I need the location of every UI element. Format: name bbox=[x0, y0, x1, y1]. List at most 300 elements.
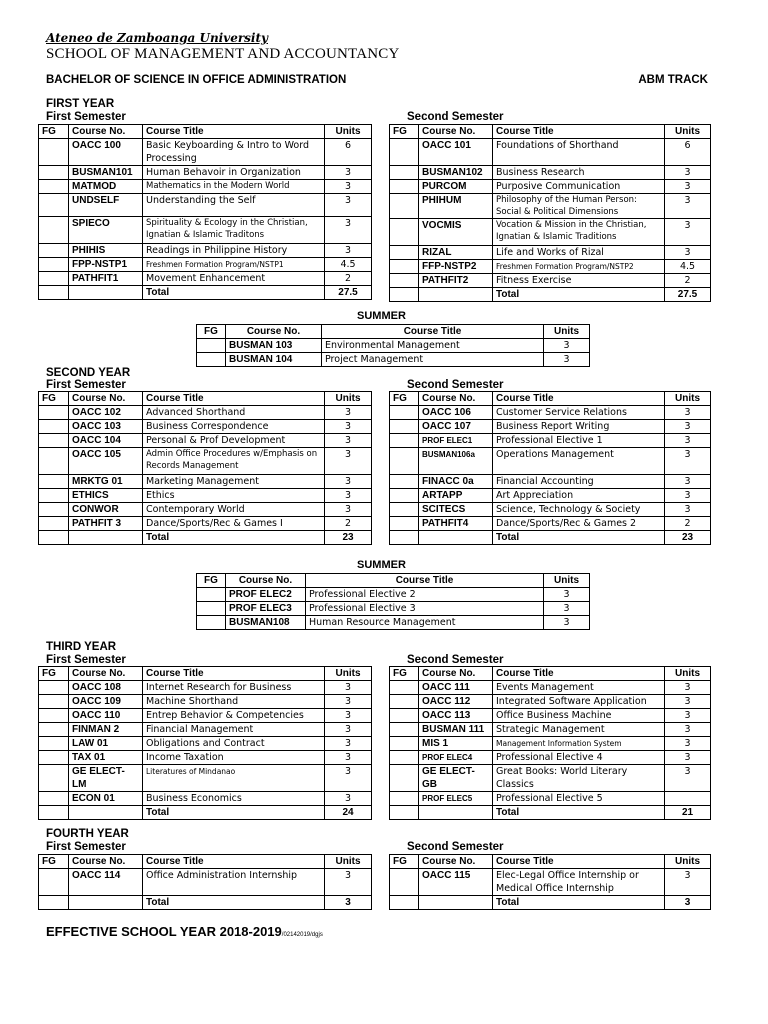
units-cell: 3 bbox=[665, 448, 711, 475]
course-title-cell: Elec-Legal Office Internship or Medical Office Internship bbox=[493, 869, 665, 896]
table-row bbox=[39, 517, 372, 531]
program-title: BACHELOR OF SCIENCE IN OFFICE ADMINISTRATION bbox=[46, 74, 347, 86]
units-cell: 3 bbox=[665, 709, 711, 723]
units-cell: 3 bbox=[665, 503, 711, 517]
table-row bbox=[390, 475, 711, 489]
course-no-cell: GE ELECT-GB bbox=[419, 765, 493, 792]
course-no-cell: PROF ELEC4 bbox=[419, 751, 493, 765]
school-name: SCHOOL OF MANAGEMENT AND ACCOUNTANCY bbox=[46, 46, 400, 62]
course-title-cell: Spirituality & Ecology in the Christian, Ignatian & Islamic Traditons bbox=[143, 217, 325, 244]
course-no-cell: UNDSELF bbox=[69, 194, 143, 217]
table-row bbox=[39, 448, 372, 475]
table-row bbox=[39, 258, 372, 272]
course-title-cell: Professional Elective 5 bbox=[493, 792, 665, 806]
column-header-course-no: Course No. bbox=[419, 855, 493, 869]
total-row bbox=[390, 288, 711, 302]
course-table-y4-s1 bbox=[38, 854, 372, 910]
column-header-fg: FG bbox=[39, 855, 69, 869]
course-no-cell: OACC 101 bbox=[419, 139, 493, 166]
units-cell: 3 bbox=[544, 353, 590, 367]
total-row bbox=[39, 806, 372, 820]
table-row bbox=[390, 219, 711, 246]
fg-cell bbox=[39, 180, 69, 194]
course-title-cell: Freshmen Formation Program/NSTP2 bbox=[493, 260, 665, 274]
table-row bbox=[390, 792, 711, 806]
units-cell: 3 bbox=[665, 194, 711, 219]
total-units: 3 bbox=[325, 896, 372, 910]
table-row bbox=[197, 616, 590, 630]
course-title-cell: Ethics bbox=[143, 489, 325, 503]
course-title-cell: Understanding the Self bbox=[143, 194, 325, 217]
table-header-row bbox=[390, 667, 711, 681]
column-header-units: Units bbox=[665, 855, 711, 869]
units-cell: 2 bbox=[665, 517, 711, 531]
fg-cell bbox=[39, 139, 69, 166]
units-cell: 4.5 bbox=[325, 258, 372, 272]
total-label: Total bbox=[493, 896, 665, 910]
table-row bbox=[390, 489, 711, 503]
fg-cell bbox=[39, 194, 69, 217]
units-cell: 3 bbox=[544, 339, 590, 353]
course-title-cell: Movement Enhancement bbox=[143, 272, 325, 286]
course-title-cell: Dance/Sports/Rec & Games 2 bbox=[493, 517, 665, 531]
course-no-cell: BUSMAN106a bbox=[419, 448, 493, 475]
table-row bbox=[390, 406, 711, 420]
course-title-cell: Project Management bbox=[322, 353, 544, 367]
table-row bbox=[390, 260, 711, 274]
course-no-cell: FINACC 0a bbox=[419, 475, 493, 489]
column-header-course-title: Course Title bbox=[143, 125, 325, 139]
table-header-row bbox=[197, 325, 590, 339]
course-title-cell: Financial Accounting bbox=[493, 475, 665, 489]
table-row bbox=[39, 272, 372, 286]
table-row bbox=[390, 139, 711, 166]
column-header-course-title: Course Title bbox=[143, 667, 325, 681]
table-row bbox=[390, 274, 711, 288]
course-title-cell: Contemporary World bbox=[143, 503, 325, 517]
table-row bbox=[39, 695, 372, 709]
course-no-cell: PROF ELEC1 bbox=[419, 434, 493, 448]
course-no-cell: PHIHIS bbox=[69, 244, 143, 258]
column-header-units: Units bbox=[665, 392, 711, 406]
units-cell: 3 bbox=[325, 194, 372, 217]
units-cell: 3 bbox=[665, 695, 711, 709]
total-units: 27.5 bbox=[665, 288, 711, 302]
table-row bbox=[39, 723, 372, 737]
track-label: ABM TRACK bbox=[638, 74, 708, 86]
course-no-cell: PATHFIT2 bbox=[419, 274, 493, 288]
effective-year-text: EFFECTIVE SCHOOL YEAR 2018-2019 bbox=[46, 924, 282, 939]
total-units: 24 bbox=[325, 806, 372, 820]
units-cell: 3 bbox=[325, 695, 372, 709]
year-title: SECOND YEAR bbox=[46, 367, 131, 379]
semester-title: Second Semester bbox=[407, 111, 504, 123]
total-label: Total bbox=[143, 896, 325, 910]
units-cell: 6 bbox=[325, 139, 372, 166]
column-header-fg: FG bbox=[39, 392, 69, 406]
units-cell: 3 bbox=[325, 475, 372, 489]
course-no-cell: BUSMAN102 bbox=[419, 166, 493, 180]
table-row bbox=[39, 420, 372, 434]
total-row bbox=[39, 286, 372, 300]
course-title-cell: Foundations of Shorthand bbox=[493, 139, 665, 166]
column-header-course-no: Course No. bbox=[69, 667, 143, 681]
course-no-cell: ECON 01 bbox=[69, 792, 143, 806]
total-row bbox=[390, 806, 711, 820]
course-title-cell: Freshmen Formation Program/NSTP1 bbox=[143, 258, 325, 272]
course-no-cell: OACC 115 bbox=[419, 869, 493, 896]
course-title-cell: Operations Management bbox=[493, 448, 665, 475]
table-row bbox=[39, 434, 372, 448]
course-title-cell: Professional Elective 2 bbox=[306, 588, 544, 602]
units-cell bbox=[665, 792, 711, 806]
course-no-cell: BUSMAN 111 bbox=[419, 723, 493, 737]
units-cell: 3 bbox=[325, 434, 372, 448]
column-header-course-no: Course No. bbox=[226, 574, 306, 588]
effective-year bbox=[46, 924, 323, 939]
course-title-cell: Fitness Exercise bbox=[493, 274, 665, 288]
column-header-fg: FG bbox=[39, 125, 69, 139]
semester-title: Second Semester bbox=[407, 654, 504, 666]
column-header-course-title: Course Title bbox=[322, 325, 544, 339]
total-label: Total bbox=[143, 806, 325, 820]
column-header-course-no: Course No. bbox=[226, 325, 322, 339]
units-cell: 3 bbox=[325, 792, 372, 806]
course-no-cell: PROF ELEC2 bbox=[226, 588, 306, 602]
table-row bbox=[39, 475, 372, 489]
course-title-cell: Marketing Management bbox=[143, 475, 325, 489]
column-header-course-title: Course Title bbox=[493, 855, 665, 869]
course-no-cell: OACC 107 bbox=[419, 420, 493, 434]
course-no-cell: OACC 108 bbox=[69, 681, 143, 695]
course-no-cell: LAW 01 bbox=[69, 737, 143, 751]
table-header-row bbox=[39, 855, 372, 869]
course-title-cell: Professional Elective 1 bbox=[493, 434, 665, 448]
course-no-cell: PATHFIT 3 bbox=[69, 517, 143, 531]
table-row bbox=[197, 339, 590, 353]
course-no-cell: OACC 103 bbox=[69, 420, 143, 434]
table-row bbox=[390, 517, 711, 531]
semester-title: First Semester bbox=[46, 841, 126, 853]
course-no-cell: FFP-NSTP2 bbox=[419, 260, 493, 274]
table-row bbox=[197, 588, 590, 602]
column-header-course-title: Course Title bbox=[493, 125, 665, 139]
units-cell: 3 bbox=[665, 737, 711, 751]
units-cell: 3 bbox=[325, 489, 372, 503]
units-cell: 3 bbox=[665, 765, 711, 792]
table-row bbox=[39, 489, 372, 503]
units-cell: 3 bbox=[665, 180, 711, 194]
table-row bbox=[390, 166, 711, 180]
course-title-cell: Basic Keyboarding & Intro to Word Processing bbox=[143, 139, 325, 166]
course-title-cell: Professional Elective 4 bbox=[493, 751, 665, 765]
units-cell: 3 bbox=[325, 723, 372, 737]
units-cell: 3 bbox=[325, 244, 372, 258]
units-cell: 3 bbox=[665, 475, 711, 489]
table-row bbox=[39, 406, 372, 420]
units-cell: 3 bbox=[325, 503, 372, 517]
column-header-units: Units bbox=[544, 574, 590, 588]
course-table-y1-s2 bbox=[389, 124, 711, 302]
course-no-cell: BUSMAN101 bbox=[69, 166, 143, 180]
total-row bbox=[390, 531, 711, 545]
course-title-cell: Business Report Writing bbox=[493, 420, 665, 434]
table-row bbox=[390, 709, 711, 723]
fg-cell bbox=[39, 217, 69, 244]
total-row bbox=[390, 896, 711, 910]
units-cell: 3 bbox=[665, 751, 711, 765]
table-row bbox=[39, 709, 372, 723]
column-header-course-title: Course Title bbox=[143, 855, 325, 869]
column-header-course-no: Course No. bbox=[419, 667, 493, 681]
course-title-cell: Entrep Behavior & Competencies bbox=[143, 709, 325, 723]
course-title-cell: Office Administration Internship bbox=[143, 869, 325, 896]
column-header-units: Units bbox=[665, 667, 711, 681]
table-row bbox=[39, 869, 372, 896]
total-units: 21 bbox=[665, 806, 711, 820]
units-cell: 3 bbox=[544, 602, 590, 616]
university-name: Ateneo de Zamboanga University bbox=[46, 31, 268, 45]
year-title: FIRST YEAR bbox=[46, 98, 115, 110]
table-row bbox=[39, 194, 372, 217]
course-title-cell: Science, Technology & Society bbox=[493, 503, 665, 517]
column-header-course-no: Course No. bbox=[69, 392, 143, 406]
total-label: Total bbox=[143, 286, 325, 300]
table-row bbox=[39, 681, 372, 695]
course-title-cell: Customer Service Relations bbox=[493, 406, 665, 420]
total-label: Total bbox=[493, 531, 665, 545]
table-row bbox=[390, 765, 711, 792]
total-row bbox=[39, 531, 372, 545]
table-row bbox=[390, 681, 711, 695]
column-header-fg: FG bbox=[39, 667, 69, 681]
table-row bbox=[39, 792, 372, 806]
total-units: 3 bbox=[665, 896, 711, 910]
year-title: FOURTH YEAR bbox=[46, 828, 129, 840]
semester-title: First Semester bbox=[46, 111, 126, 123]
course-no-cell: OACC 110 bbox=[69, 709, 143, 723]
units-cell: 3 bbox=[325, 420, 372, 434]
column-header-course-title: Course Title bbox=[306, 574, 544, 588]
fg-cell bbox=[39, 244, 69, 258]
table-row bbox=[39, 180, 372, 194]
course-title-cell: Professional Elective 3 bbox=[306, 602, 544, 616]
course-title-cell: Integrated Software Application bbox=[493, 695, 665, 709]
table-header-row bbox=[197, 574, 590, 588]
units-cell: 3 bbox=[665, 246, 711, 260]
course-no-cell: TAX 01 bbox=[69, 751, 143, 765]
units-cell: 4.5 bbox=[665, 260, 711, 274]
course-no-cell: OACC 100 bbox=[69, 139, 143, 166]
total-label: Total bbox=[143, 531, 325, 545]
course-no-cell: RIZAL bbox=[419, 246, 493, 260]
fg-cell bbox=[39, 166, 69, 180]
course-title-cell: Dance/Sports/Rec & Games I bbox=[143, 517, 325, 531]
column-header-units: Units bbox=[325, 392, 372, 406]
course-no-cell: FINMAN 2 bbox=[69, 723, 143, 737]
course-title-cell: Events Management bbox=[493, 681, 665, 695]
course-no-cell: MRKTG 01 bbox=[69, 475, 143, 489]
units-cell: 3 bbox=[665, 406, 711, 420]
course-no-cell: MATMOD bbox=[69, 180, 143, 194]
table-row bbox=[390, 503, 711, 517]
course-no-cell: OACC 114 bbox=[69, 869, 143, 896]
column-header-fg: FG bbox=[197, 325, 226, 339]
table-header-row bbox=[390, 392, 711, 406]
summer-title: SUMMER bbox=[357, 559, 406, 571]
table-row bbox=[390, 723, 711, 737]
course-title-cell: Readings in Philippine History bbox=[143, 244, 325, 258]
course-title-cell: Internet Research for Business bbox=[143, 681, 325, 695]
total-row bbox=[39, 896, 372, 910]
column-header-units: Units bbox=[325, 125, 372, 139]
units-cell: 3 bbox=[544, 588, 590, 602]
course-no-cell: OACC 106 bbox=[419, 406, 493, 420]
year-title: THIRD YEAR bbox=[46, 641, 117, 653]
table-row bbox=[390, 751, 711, 765]
course-no-cell: FPP-NSTP1 bbox=[69, 258, 143, 272]
units-cell: 3 bbox=[665, 219, 711, 246]
units-cell: 3 bbox=[665, 420, 711, 434]
course-title-cell: Literatures of Mindanao bbox=[143, 765, 325, 792]
column-header-course-title: Course Title bbox=[493, 392, 665, 406]
summer-table-y1 bbox=[196, 324, 590, 367]
units-cell: 3 bbox=[325, 765, 372, 792]
table-row bbox=[39, 166, 372, 180]
course-no-cell: BUSMAN 104 bbox=[226, 353, 322, 367]
course-no-cell: ETHICS bbox=[69, 489, 143, 503]
table-header-row bbox=[39, 667, 372, 681]
units-cell: 3 bbox=[665, 434, 711, 448]
course-title-cell: Machine Shorthand bbox=[143, 695, 325, 709]
table-row bbox=[39, 751, 372, 765]
column-header-course-no: Course No. bbox=[69, 125, 143, 139]
column-header-course-no: Course No. bbox=[419, 392, 493, 406]
course-title-cell: Strategic Management bbox=[493, 723, 665, 737]
semester-title: Second Semester bbox=[407, 379, 504, 391]
course-no-cell: PATHFIT1 bbox=[69, 272, 143, 286]
units-cell: 2 bbox=[325, 272, 372, 286]
units-cell: 3 bbox=[325, 217, 372, 244]
column-header-course-no: Course No. bbox=[419, 125, 493, 139]
total-label: Total bbox=[493, 288, 665, 302]
units-cell: 3 bbox=[325, 448, 372, 475]
course-no-cell: GE ELECT-LM bbox=[69, 765, 143, 792]
column-header-fg: FG bbox=[197, 574, 226, 588]
units-cell: 3 bbox=[325, 751, 372, 765]
table-row bbox=[390, 420, 711, 434]
units-cell: 3 bbox=[325, 180, 372, 194]
course-title-cell: Income Taxation bbox=[143, 751, 325, 765]
course-no-cell: OACC 104 bbox=[69, 434, 143, 448]
course-table-y3-s1 bbox=[38, 666, 372, 820]
column-header-units: Units bbox=[325, 667, 372, 681]
table-header-row bbox=[390, 855, 711, 869]
units-cell: 3 bbox=[325, 166, 372, 180]
document-code: /02142019/dgjs bbox=[281, 932, 323, 938]
column-header-fg: FG bbox=[390, 392, 419, 406]
units-cell: 2 bbox=[665, 274, 711, 288]
semester-title: First Semester bbox=[46, 654, 126, 666]
course-title-cell: Great Books: World Literary Classics bbox=[493, 765, 665, 792]
course-title-cell: Life and Works of Rizal bbox=[493, 246, 665, 260]
course-no-cell: OACC 111 bbox=[419, 681, 493, 695]
course-no-cell: PROF ELEC3 bbox=[226, 602, 306, 616]
course-title-cell: Vocation & Mission in the Christian, Ignatian & Islamic Traditions bbox=[493, 219, 665, 246]
column-header-units: Units bbox=[665, 125, 711, 139]
units-cell: 3 bbox=[665, 681, 711, 695]
summer-table-y2 bbox=[196, 573, 590, 630]
course-title-cell: Environmental Management bbox=[322, 339, 544, 353]
fg-cell bbox=[39, 272, 69, 286]
units-cell: 3 bbox=[665, 489, 711, 503]
table-row bbox=[390, 869, 711, 896]
units-cell: 3 bbox=[325, 406, 372, 420]
table-row bbox=[390, 246, 711, 260]
semester-title: First Semester bbox=[46, 379, 126, 391]
course-no-cell: OACC 109 bbox=[69, 695, 143, 709]
table-row bbox=[39, 139, 372, 166]
course-table-y1-s1 bbox=[38, 124, 372, 300]
course-table-y2-s2 bbox=[389, 391, 711, 545]
column-header-units: Units bbox=[325, 855, 372, 869]
course-no-cell: PHIHUM bbox=[419, 194, 493, 219]
semester-title: Second Semester bbox=[407, 841, 504, 853]
course-title-cell: Business Correspondence bbox=[143, 420, 325, 434]
table-row bbox=[390, 737, 711, 751]
course-no-cell: BUSMAN108 bbox=[226, 616, 306, 630]
table-row bbox=[39, 503, 372, 517]
course-no-cell: OACC 102 bbox=[69, 406, 143, 420]
total-units: 27.5 bbox=[325, 286, 372, 300]
course-no-cell: PURCOM bbox=[419, 180, 493, 194]
fg-cell bbox=[39, 258, 69, 272]
table-row bbox=[390, 180, 711, 194]
course-no-cell: OACC 112 bbox=[419, 695, 493, 709]
course-no-cell: VOCMIS bbox=[419, 219, 493, 246]
course-title-cell: Human Resource Management bbox=[306, 616, 544, 630]
column-header-fg: FG bbox=[390, 125, 419, 139]
units-cell: 3 bbox=[325, 681, 372, 695]
table-row bbox=[39, 244, 372, 258]
column-header-course-title: Course Title bbox=[493, 667, 665, 681]
units-cell: 3 bbox=[325, 709, 372, 723]
course-no-cell: PATHFIT4 bbox=[419, 517, 493, 531]
course-title-cell: Personal & Prof Development bbox=[143, 434, 325, 448]
units-cell: 2 bbox=[325, 517, 372, 531]
course-no-cell: OACC 105 bbox=[69, 448, 143, 475]
course-title-cell: Office Business Machine bbox=[493, 709, 665, 723]
table-row bbox=[390, 194, 711, 219]
units-cell: 3 bbox=[665, 166, 711, 180]
course-no-cell: SPIECO bbox=[69, 217, 143, 244]
course-title-cell: Art Appreciation bbox=[493, 489, 665, 503]
summer-title: SUMMER bbox=[357, 310, 406, 322]
course-table-y3-s2 bbox=[389, 666, 711, 820]
total-units: 23 bbox=[665, 531, 711, 545]
units-cell: 3 bbox=[544, 616, 590, 630]
course-title-cell: Obligations and Contract bbox=[143, 737, 325, 751]
course-title-cell: Admin Office Procedures w/Emphasis on Records Management bbox=[143, 448, 325, 475]
course-no-cell: CONWOR bbox=[69, 503, 143, 517]
course-title-cell: Human Behavoir in Organization bbox=[143, 166, 325, 180]
course-title-cell: Business Economics bbox=[143, 792, 325, 806]
course-no-cell: SCITECS bbox=[419, 503, 493, 517]
course-no-cell: PROF ELEC5 bbox=[419, 792, 493, 806]
course-title-cell: Mathematics in the Modern World bbox=[143, 180, 325, 194]
table-header-row bbox=[39, 125, 372, 139]
column-header-course-title: Course Title bbox=[143, 392, 325, 406]
